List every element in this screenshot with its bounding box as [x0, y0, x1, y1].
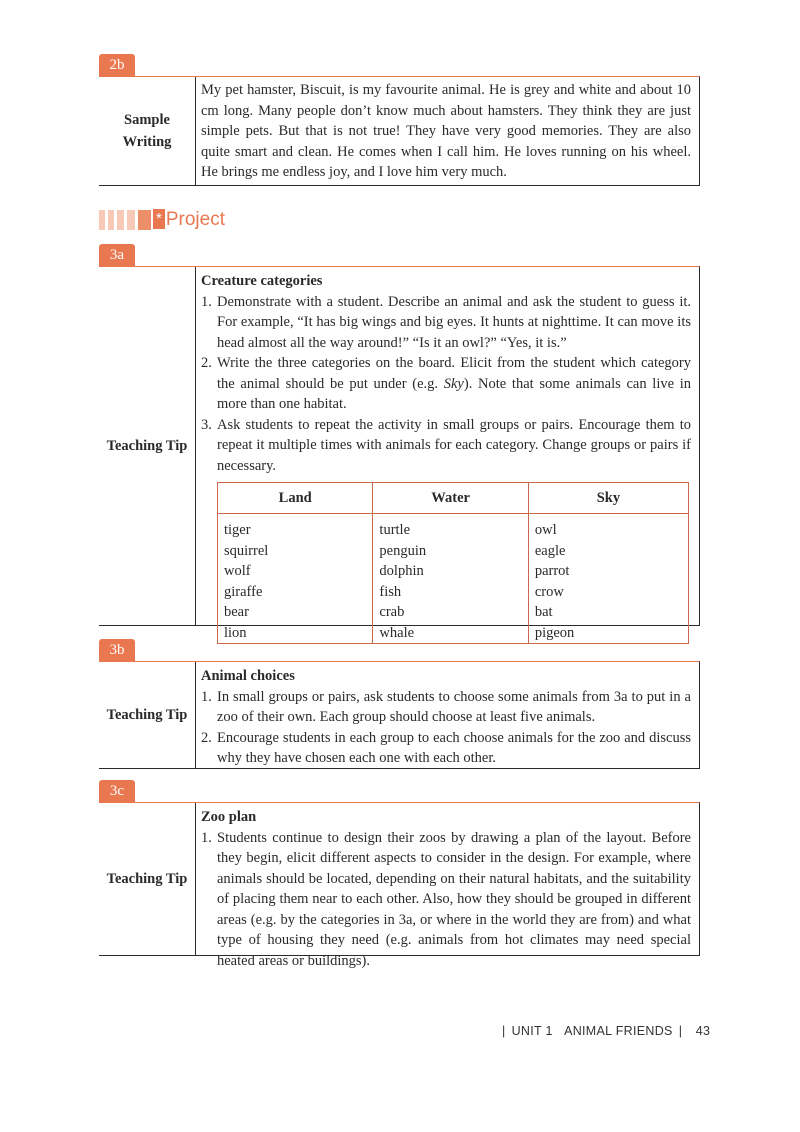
step-item: 2. Encourage students in each group to each choose animals for the zoo and discuss why they have chosen each one with each other. — [201, 729, 691, 766]
project-heading — [99, 207, 229, 233]
teaching-tip-3b-content — [201, 662, 699, 772]
step-item: 3. Ask students to repeat the activity in small groups or pairs. Encourage them to repeat it multiple times with animals for each category. Change groups or pairs if necessary. — [201, 416, 691, 474]
footer-divider: | — [502, 1024, 506, 1038]
section-heading: Zoo plan — [201, 809, 257, 825]
table-row: lion whale pigeon — [218, 623, 689, 644]
footer-title: ANIMAL FRIENDS — [564, 1024, 673, 1038]
table-row: squirrel penguin eagle — [218, 541, 689, 562]
creature-categories-table — [217, 482, 689, 644]
teaching-tip-3c-content — [201, 803, 699, 974]
section-tag-3c: 3c — [99, 780, 135, 802]
sample-writing-box — [99, 76, 700, 186]
teaching-tip-label: Teaching Tip — [99, 267, 196, 625]
section-heading: Animal choices — [201, 668, 295, 684]
table-row: bear crab bat — [218, 602, 689, 623]
sample-writing-label — [99, 77, 196, 185]
project-stripes — [99, 210, 151, 230]
section-tag-3b: 3b — [99, 639, 135, 661]
project-title — [153, 207, 225, 233]
column-header-sky: Sky — [528, 483, 688, 514]
column-header-land: Land — [218, 483, 373, 514]
steps-list — [201, 828, 691, 972]
star-icon: * — [153, 209, 165, 229]
table-row: wolf dolphin parrot — [218, 561, 689, 582]
teaching-tip-3b-box — [99, 661, 700, 769]
step-item: 1. Demonstrate with a student. Describe an animal and ask the student to guess it. For example, “It has big wings and big eyes. It hunts at nighttime. It can move its head almost all the way around!” “Is it an owl?” “Yes, it is.” — [201, 293, 691, 351]
steps-list — [201, 687, 691, 769]
step-item: 1. Students continue to design their zoos by drawing a plan of the layout. Before they begin, elicit different aspects to consider in the design. For example, where animals should be located, depending on their natural habitats, and the suitability of placing them near to each other. Also, how they should be grouped in different areas (e.g. by the categories in 3a, or where in the world they are from) and what type of housing they need (e.g. animals from hot climates may need special heated areas or buildings). — [201, 829, 691, 969]
teaching-tip-3c-box — [99, 802, 700, 969]
step-item: 2. Write the three categories on the board. Elicit from the student which category the animal should be put under (e.g. Sky). Note that some animals can live in more than one habitat. — [201, 355, 692, 412]
step-item: 1. In small groups or pairs, ask students to choose some animals from 3a to put in a zoo of their own. Each group should choose at least five animals. — [201, 688, 691, 725]
table-row: tiger turtle owl — [218, 514, 689, 541]
sample-writing-text: My pet hamster, Biscuit, is my favourite animal. He is grey and white and about 10 cm long. Many people don’t know much about hamsters. They think they are just simple pets. But that is not true! They have very good memories. They are also quite smart and clean. He comes when I call him. He loves running on his wheel. He brings me endless joy, and I love him very much. — [201, 82, 691, 180]
table-row: giraffe fish crow — [218, 582, 689, 603]
teaching-tip-label: Teaching Tip — [99, 662, 196, 768]
project-title-text: Project — [165, 209, 225, 230]
section-tag-2b: 2b — [99, 54, 135, 76]
section-tag-3a: 3a — [99, 244, 135, 266]
column-header-water: Water — [373, 483, 528, 514]
teaching-tip-3a-box — [99, 266, 700, 641]
section-heading: Creature categories — [201, 273, 323, 289]
sample-writing-content — [201, 77, 699, 186]
label-line-2: Writing — [122, 134, 172, 150]
footer-unit: UNIT 1 — [511, 1024, 553, 1038]
page-footer — [496, 1024, 710, 1038]
footer-divider: | — [678, 1024, 683, 1038]
steps-list — [201, 292, 691, 477]
label-line-1: Sample — [124, 112, 170, 128]
teaching-tip-3a-content — [201, 267, 699, 649]
page-number: 43 — [695, 1024, 711, 1038]
teaching-tip-label: Teaching Tip — [99, 803, 196, 955]
